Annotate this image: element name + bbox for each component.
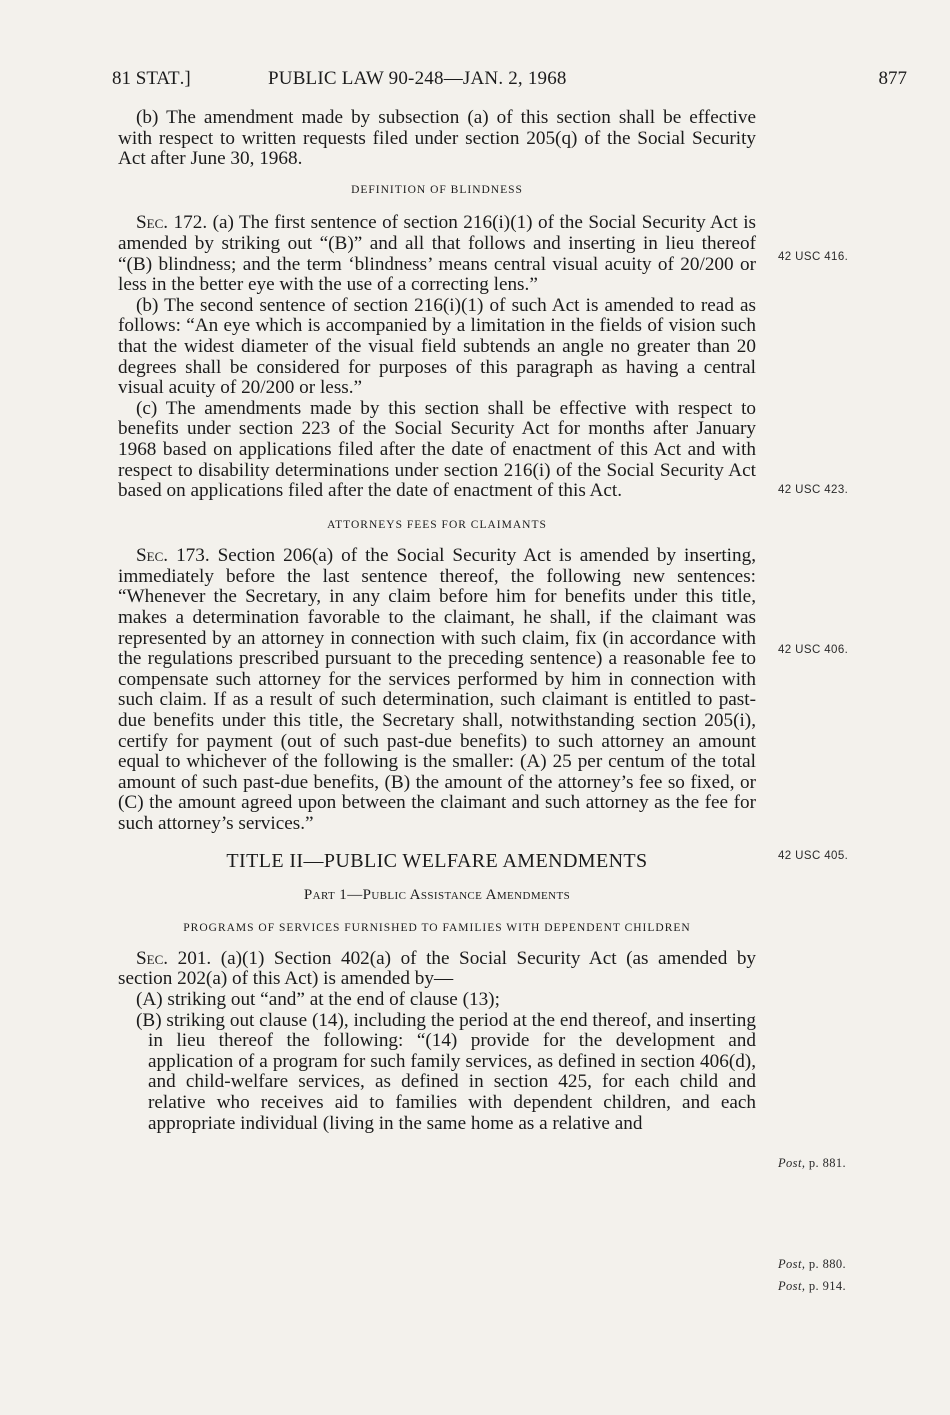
margin-note-42-usc-405: 42 USC 405. (778, 850, 849, 862)
paragraph-172b: (b) The second sentence of section 216(i)(1) of such Act is amended to read as follows: “An eye which is accompanied by a limitation in the fields of vision such that the widest diameter of the visual field subtends an angle no greater than 20 degrees shall be considered for purposes of this paragraph as having a central visual acuity of 20/200 or less.” (118, 294, 756, 399)
title-ii-heading: TITLE II—PUBLIC WELFARE AMENDMENTS (226, 849, 648, 872)
clause-201-A: (A) striking out “and” at the end of clause (13); (136, 988, 500, 1010)
margin-note-post-881: Post, p. 881. (778, 1156, 847, 1170)
page-body (118, 108, 756, 1134)
page-header (112, 68, 907, 94)
margin-note-post-880: Post, p. 880. (778, 1257, 847, 1271)
part-1-heading: Part 1—Public Assistance Amendments (303, 887, 571, 904)
margin-note-post-914: Post, p. 914. (778, 1279, 847, 1293)
paragraph-201: Sec. 201. (a)(1) Section 402(a) of the Social Security Act (as amended by section 202(a) of this Act) is amended by— (118, 947, 757, 990)
statute-volume: 81 STAT.] (112, 68, 191, 89)
sec-label: Sec. (136, 212, 169, 234)
section-heading-programs: PROGRAMS OF SERVICES FURNISHED TO FAMILIES WITH DEPENDENT CHILDREN (183, 921, 691, 934)
paragraph-173: Sec. 173. Section 206(a) of the Social Security Act is amended by inserting, immediately before the last sentence thereof, the following new sentences: “Whenever the Secretary, in any claim before him for benefits under this title, makes a determination favorable to the claimant, he shall, if the claimant was represented by an attorney in connection with such claim, fix (in accordance with the regulations prescribed pursuant to the preceding sentence) a reasonable fee to compensate such attorney for the services performed by him in connection with such claim. If as a result of such determination, such claimant is entitled to past-due benefits under this title, the Secretary shall, notwithstanding section 205(i), certify for payment (out of such past-due benefits) to such attorney an amount equal to whichever of the following is the smaller: (A) 25 per centum of the total amount of such past-due benefits, (B) the amount of the attorney’s fee so fixed, or (C) the amount agreed upon between the claimant and such attorney as the fee for such attorney’s services.” (118, 545, 756, 834)
clause-201-B: (B) striking out clause (14), including the period at the end thereof, and inserting in lieu thereof the following: “(14) provide for the development and application of a program for such family services, as defined in section 406(d), and child-welfare services, as defined in section 425, for each child and relative who receives aid to families with dependent children, and each appropriate individual (living in the same home as a relative and (136, 1009, 756, 1134)
margin-note-42-usc-423: 42 USC 423. (778, 484, 849, 496)
paragraph-172c: (c) The amendments made by this section shall be effective with respect to benefits under section 223 of the Social Security Act for months after January 1968 based on applications filed after the date of enactment of this Act and with respect to disability determinations under section 216(i) of the Social Security Act based on applications filed after the date of enactment of this Act. (118, 397, 756, 502)
running-title: PUBLIC LAW 90-248—JAN. 2, 1968 (268, 68, 567, 89)
margin-note-42-usc-416: 42 USC 416. (778, 251, 849, 263)
page-number: 877 (878, 68, 907, 89)
sec-label: Sec. (136, 947, 169, 969)
paragraph-171b: (b) The amendment made by subsection (a) of this section shall be effective with respect to written requests filed under section 205(q) of the Social Security Act after June 30, 1968. (118, 107, 756, 170)
section-heading-attorneys-fees: ATTORNEYS FEES FOR CLAIMANTS (327, 518, 547, 531)
paragraph-172a: Sec. 172. (a) The first sentence of section 216(i)(1) of the Social Security Act is amended by striking out “(B)” and all that follows and inserting in lieu thereof “(B) blindness; and the term ‘blindness’ means central visual acuity of 20/200 or less in the better eye with the use of a correcting lens.” (118, 212, 757, 296)
sec-label: Sec. (136, 545, 169, 567)
margin-note-42-usc-406: 42 USC 406. (778, 644, 849, 656)
section-heading-blindness: DEFINITION OF BLINDNESS (351, 183, 523, 196)
